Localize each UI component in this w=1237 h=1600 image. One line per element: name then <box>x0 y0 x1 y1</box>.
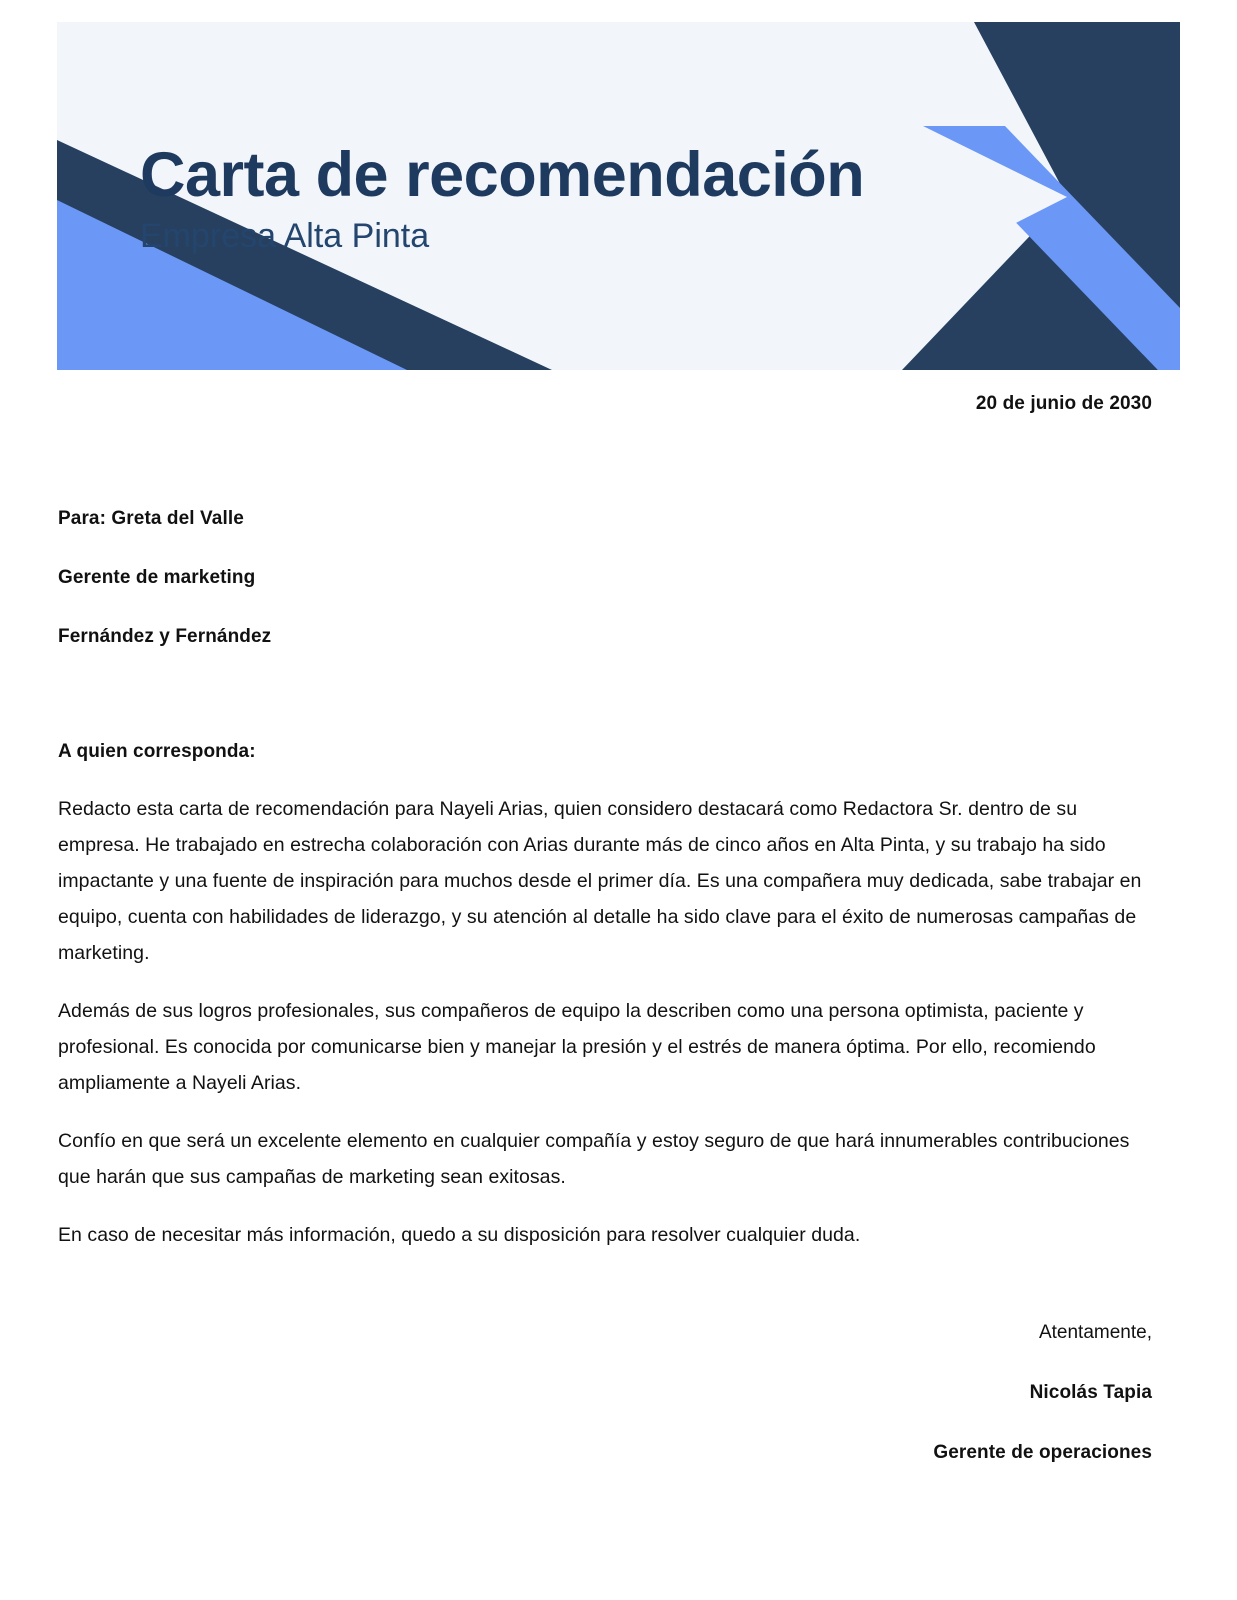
body-paragraph-1: Redacto esta carta de recomendación para Nayeli Arias, quien considero destacará como Redactora Sr. dentro de su empresa. He trabajado en estrecha colaboración con Arias durante más de cinco años en Alta Pinta, y su trabajo ha sido impactante y una fuente de inspiración para muchos desde el primer día. Es una compañera muy dedicada, sabe trabajar en equipo, cuenta con habilidades de liderazgo, y su atención al detalle ha sido clave para el éxito de numerosas campañas de marketing. <box>58 798 1142 964</box>
body-paragraph-2: Además de sus logros profesionales, sus compañeros de equipo la describen como una persona optimista, paciente y profesional. Es conocida por comunicarse bien y manejar la presión y el estrés de manera óptima. Por ello, recomiendo ampliamente a Nayeli Arias. <box>58 1000 1096 1094</box>
signature-closing: Atentamente, <box>1038 1322 1152 1343</box>
body-paragraph-3: Confío en que será un excelente elemento en cualquier compañía y estoy seguro de que hará innumerables contribuciones que harán que sus campañas de marketing sean exitosas. <box>58 1130 1130 1188</box>
header-banner <box>57 22 1180 370</box>
recipient-block <box>58 508 758 685</box>
signature-name: Nicolás Tapia <box>1029 1382 1152 1403</box>
recipient-name: Para: Greta del Valle <box>58 508 244 529</box>
letter-date: 20 de junio de 2030 <box>975 393 1152 414</box>
recipient-title: Gerente de marketing <box>58 567 256 588</box>
page-title: Carta de recomendación <box>140 140 865 210</box>
signature-block <box>632 1322 1152 1464</box>
body-paragraph-4: En caso de necesitar más información, quedo a su disposición para resolver cualquier duda. <box>58 1224 861 1246</box>
header-text-block <box>140 142 1070 256</box>
recipient-company: Fernández y Fernández <box>58 626 272 647</box>
signature-role: Gerente de operaciones <box>933 1442 1152 1463</box>
salutation: A quien corresponda: <box>58 741 256 762</box>
letter-body <box>58 791 1156 1253</box>
company-subtitle: Empresa Alta Pinta <box>140 217 430 256</box>
